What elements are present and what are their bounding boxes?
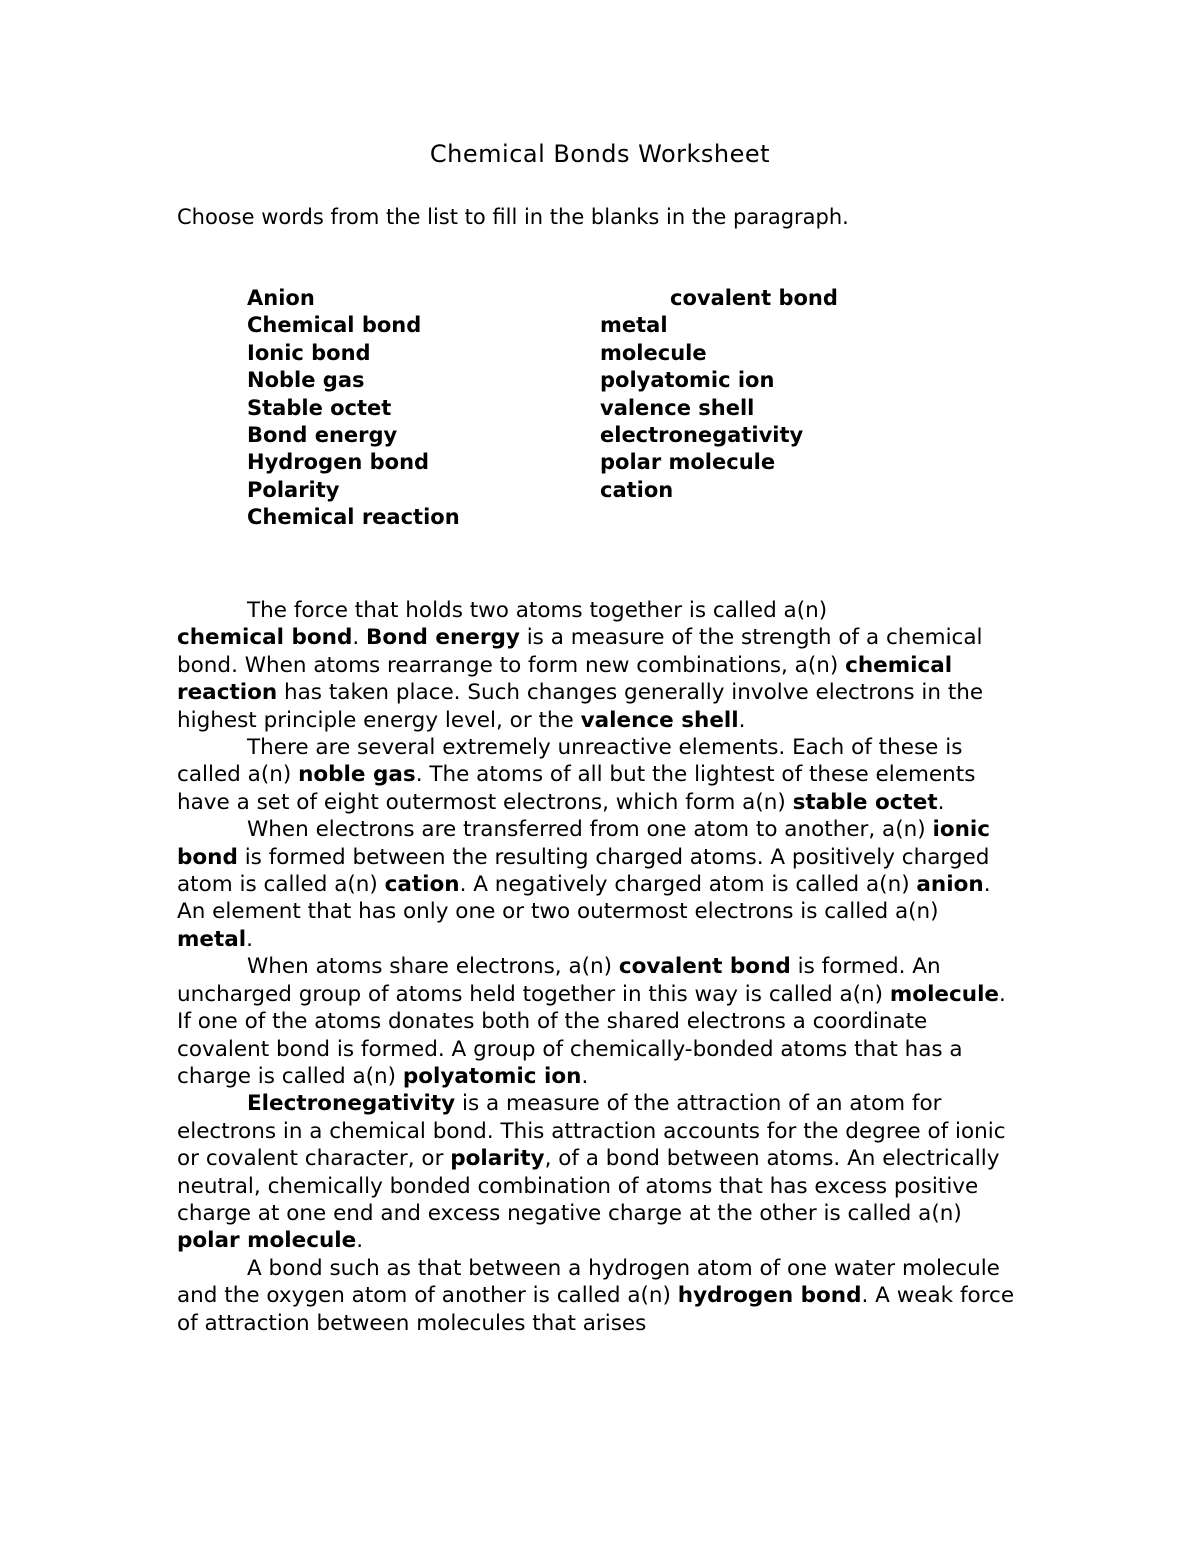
word-list-item: Chemical reaction [247,505,460,530]
word-list-item: valence shell [600,395,755,420]
paragraph-6 [177,1255,1017,1337]
answer-term: stable octet [792,789,938,815]
answer-term: polarity [450,1146,545,1172]
passage-text: is a measure of the attraction of an atom for electrons in a chemical bond. This attraction accounts for the degree of ionic or covalent character, or [177,1091,1006,1172]
word-list-item: polyatomic ion [600,368,775,393]
answer-term: covalent bond [618,954,791,980]
passage-text: There are several extremely unreactive elements. Each of these is called a(n) [177,735,963,788]
word-list-left [247,285,460,532]
passage-text: . A weak force of attraction between molecules that arises [177,1283,1015,1336]
paragraph-3 [177,816,1017,953]
answer-term: chemical reaction [177,652,953,706]
answer-term: polyatomic ion [402,1063,582,1089]
answer-term: Bond energy [366,625,520,651]
passage [177,597,1017,1337]
passage-text: is formed between the resulting charged atoms. A positively charged atom is called a(n) [177,844,990,898]
passage-text: . An element that has only one or two outermost electrons is called a(n) [177,872,991,925]
passage-text: . A negatively charged atom is called a(n) [459,872,917,898]
paragraph-2 [177,734,1017,816]
word-list-item: metal [600,313,668,338]
word-list-item: electronegativity [600,423,804,448]
answer-term: valence shell [580,707,739,733]
word-list-item: Noble gas [247,368,365,393]
page-title: Chemical Bonds Worksheet [429,140,771,168]
instructions: Choose words from the list to fill in the blanks in the paragraph. [177,205,849,229]
answer-term: molecule [889,981,1000,1007]
answer-term: anion [916,872,984,898]
answer-term: metal [177,926,247,952]
word-list-item: Bond energy [247,423,398,448]
passage-text: has taken place. Such changes generally involve electrons in the highest principle energy level, or the [177,680,984,733]
word-list-item: Ionic bond [247,340,371,365]
answer-term: hydrogen bond [677,1283,862,1309]
passage-text: is formed. An uncharged group of atoms held together in this way is called a(n) [177,954,941,1007]
word-list-item: Hydrogen bond [247,450,430,475]
word-list-right [600,285,838,504]
passage-text: . [937,789,945,815]
passage-text: is a measure of the strength of a chemical bond. When atoms rearrange to form new combinations, a(n) [177,625,983,678]
passage-text: A bond such as that between a hydrogen atom of one water molecule and the oxygen atom of another is called a(n) [177,1255,1000,1309]
passage-text: When atoms share electrons, a(n) [247,954,619,980]
word-list-item: Stable octet [247,395,392,420]
passage-text: When electrons are transferred from one atom to another, a(n) [247,817,933,843]
word-list-item: molecule [600,340,707,365]
answer-term: noble gas [298,762,416,788]
word-list-item: covalent bond [670,286,838,310]
answer-term: ionic bond [177,817,991,870]
paragraph-5 [177,1090,1017,1254]
passage-text: . If one of the atoms donates both of the shared electrons a coordinate covalent bond is formed. A group of chemically-bonded atoms that has a charge is called a(n) [177,981,1006,1089]
word-list-item: polar molecule [600,450,776,475]
word-list-item: cation [600,477,674,502]
passage-text: . [581,1063,589,1089]
passage-text: The force that holds two atoms together is called a(n) [247,598,828,623]
passage-text: . The atoms of all but the lightest of these elements have a set of eight outermost electrons, which form a(n) [177,762,976,815]
word-list-item: Anion [247,286,315,310]
paragraph-4 [177,953,1017,1090]
word-list-item: Chemical bond [247,313,422,338]
answer-term: Electronegativity [247,1091,456,1117]
passage-text: . [352,625,367,651]
passage-text: . [246,926,253,952]
passage-text: , of a bond between atoms. An electrically neutral, chemically bonded combination of atoms that has excess positive charge at one end and excess negative charge at the other is called a(n) [177,1146,1000,1226]
answer-term: chemical bond [177,625,353,651]
passage-text: . [356,1228,364,1254]
word-list-item: Polarity [247,477,340,502]
answer-term: polar molecule [177,1228,357,1254]
answer-term: cation [384,872,460,898]
passage-text: . [738,707,746,733]
paragraph-1 [177,597,1017,734]
